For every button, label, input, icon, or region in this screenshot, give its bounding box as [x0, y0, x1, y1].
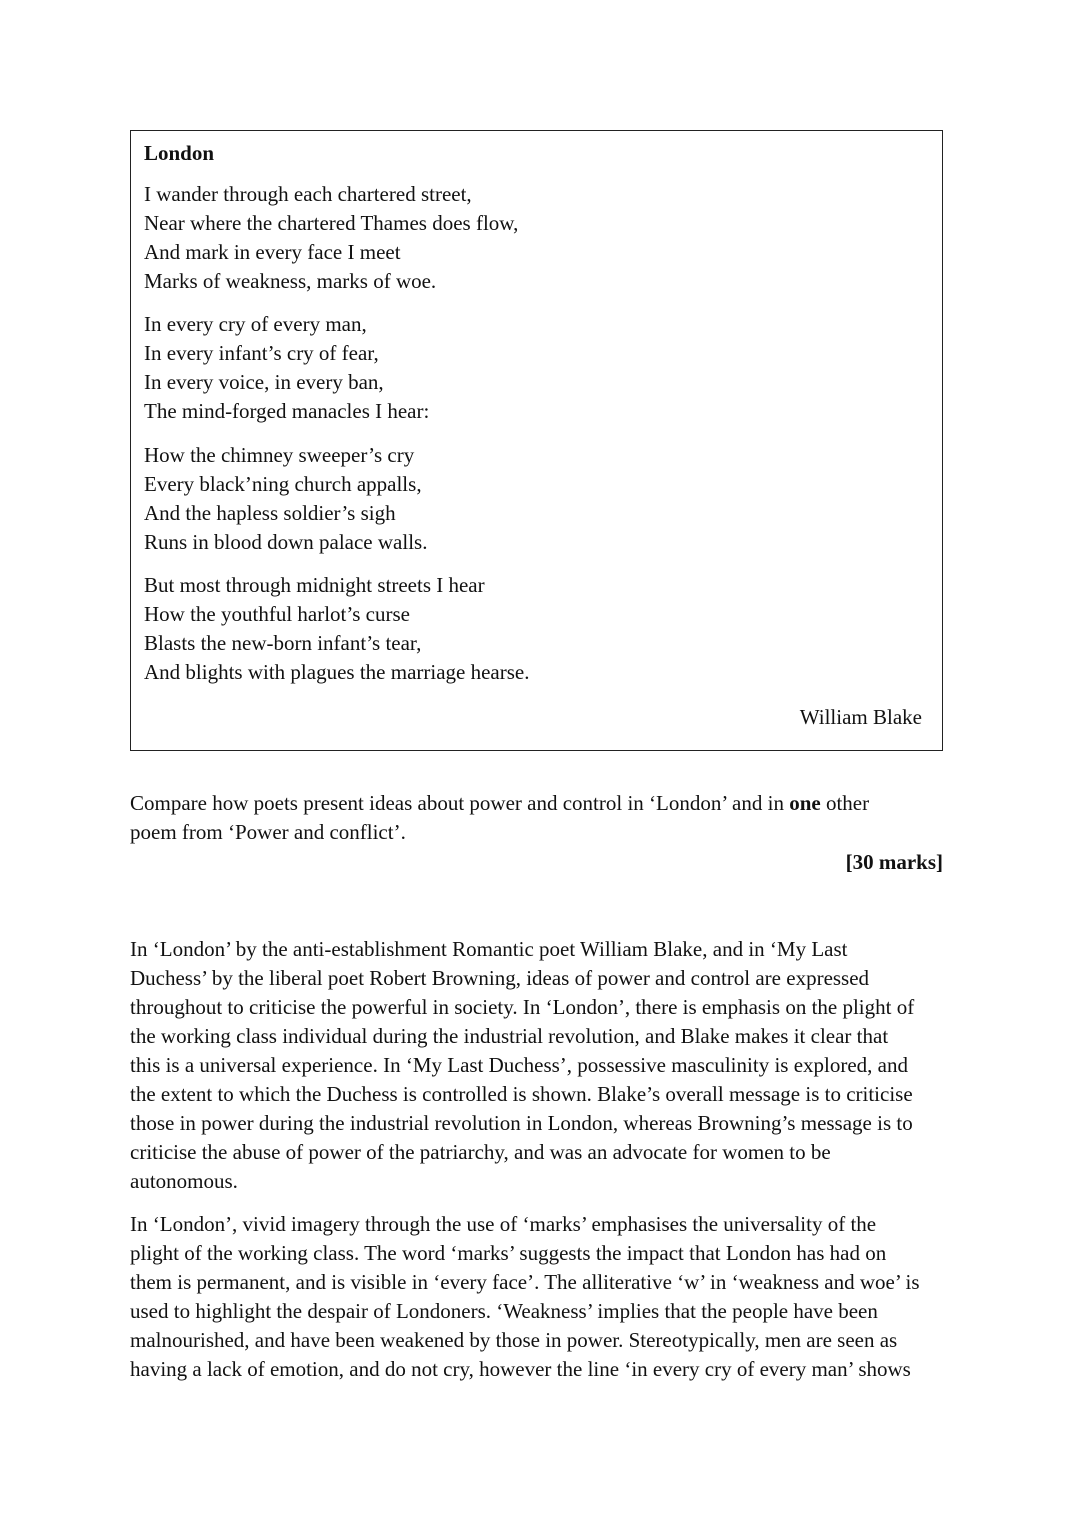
essay-paragraph-1 — [130, 935, 952, 1196]
essay-line: the extent to which the Duchess is controlled is shown. Blake’s overall message is to criticise — [130, 1082, 913, 1106]
essay-line: them is permanent, and is visible in ‘every face’. The alliterative ‘w’ in ‘weakness and woe’ is — [130, 1270, 920, 1294]
stanza-2 — [144, 310, 429, 426]
poem-line: In every voice, in every ban, — [144, 370, 384, 394]
poem-line: In every infant’s cry of fear, — [144, 341, 379, 365]
essay-line: this is a universal experience. In ‘My Last Duchess’, possessive masculinity is explored, and — [130, 1053, 908, 1077]
essay-line: malnourished, and have been weakened by those in power. Stereotypically, men are seen as — [130, 1328, 898, 1352]
poem-line: In every cry of every man, — [144, 312, 367, 336]
exam-question — [130, 789, 950, 847]
essay-line: In ‘London’, vivid imagery through the use of ‘marks’ emphasises the universality of the — [130, 1212, 877, 1236]
essay-line: criticise the abuse of power of the patriarchy, and was an advocate for women to be — [130, 1140, 831, 1164]
poem-line: And the hapless soldier’s sigh — [144, 501, 396, 525]
essay-line: plight of the working class. The word ‘marks’ suggests the impact that London has had on — [130, 1241, 887, 1265]
essay-line: autonomous. — [130, 1169, 238, 1193]
essay-line: Duchess’ by the liberal poet Robert Browning, ideas of power and control are expressed — [130, 966, 870, 990]
poem-line: Runs in blood down palace walls. — [144, 530, 428, 554]
poem-line: But most through midnight streets I hear — [144, 573, 485, 597]
question-text: Compare how poets present ideas about power and control in ‘London’ and in — [130, 791, 790, 815]
essay-paragraph-2 — [130, 1210, 952, 1384]
essay-line: used to highlight the despair of Londoners. ‘Weakness’ implies that the people have been — [130, 1299, 878, 1323]
essay-line: the working class individual during the industrial revolution, and Blake makes it clear that — [130, 1024, 889, 1048]
poem-line: Near where the chartered Thames does flow, — [144, 211, 519, 235]
poem-line: And blights with plagues the marriage hearse. — [144, 660, 530, 684]
poem-line: I wander through each chartered street, — [144, 182, 472, 206]
stanza-1 — [144, 180, 518, 296]
question-text: other — [820, 791, 870, 815]
poem-box — [130, 130, 943, 751]
poem-line: Every black’ning church appalls, — [144, 472, 422, 496]
stanza-4 — [144, 571, 529, 687]
essay-line: In ‘London’ by the anti-establishment Romantic poet William Blake, and in ‘My Last — [130, 937, 848, 961]
essay-line: throughout to criticise the powerful in society. In ‘London’, there is emphasis on the plight of — [130, 995, 915, 1019]
poem-line: Marks of weakness, marks of woe. — [144, 269, 437, 293]
poem-line: And mark in every face I meet — [144, 240, 401, 264]
poem-line: The mind-forged manacles I hear: — [144, 399, 430, 423]
question-emphasis: one — [789, 791, 821, 815]
essay-line: those in power during the industrial revolution in London, whereas Browning’s message is to — [130, 1111, 913, 1135]
poem-line: Blasts the new-born infant’s tear, — [144, 631, 422, 655]
poem-line: How the youthful harlot’s curse — [144, 602, 410, 626]
poem-title: London — [144, 141, 215, 165]
question-text: poem from ‘Power and conflict’. — [130, 820, 406, 844]
poem-line: How the chimney sweeper’s cry — [144, 443, 415, 467]
marks-label: [30 marks] — [845, 850, 943, 874]
stanza-3 — [144, 441, 427, 557]
poem-author: William Blake — [799, 705, 922, 729]
essay-line: having a lack of emotion, and do not cry, however the line ‘in every cry of every man’ shows — [130, 1357, 911, 1381]
